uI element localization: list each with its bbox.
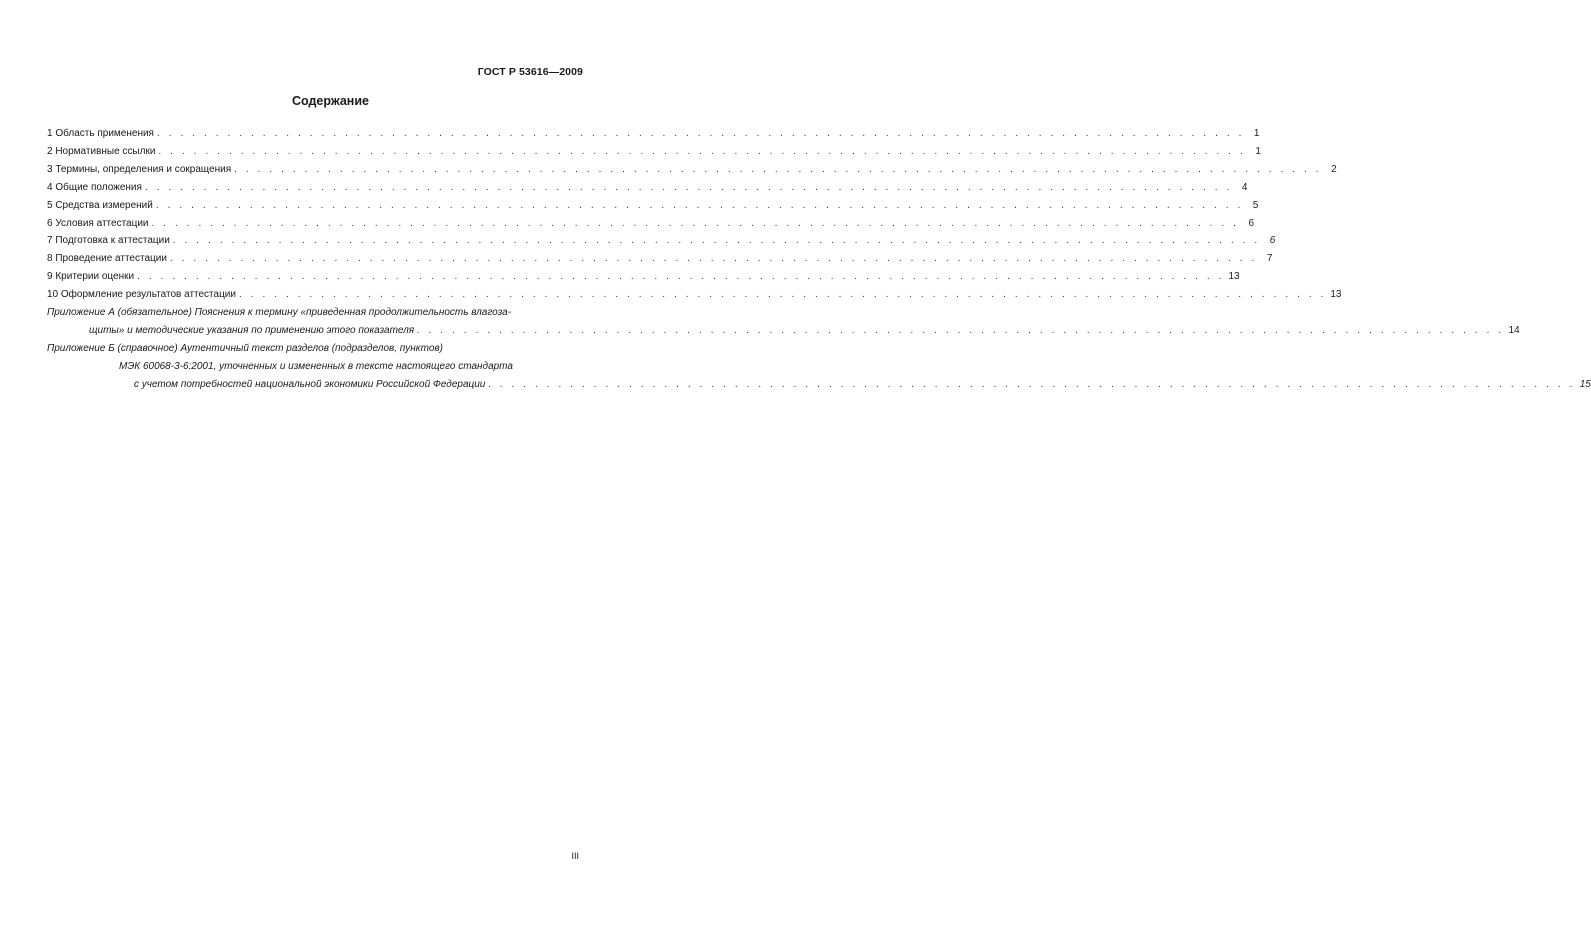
toc-entry-label: Приложение А (обязательное) Пояснения к термину «приведенная продолжительность влагоза- (47, 307, 512, 319)
toc-entry-label-continued: щиты» и методические указания по применению этого показателя (89, 324, 415, 336)
toc-leader-dots: . . . . . . . . . . . . . . . . . . . . . . . . . . . . . . . . . . . . . . . . . . . . . . . . . . . . . . . . . . . . . . . . . . . . . . . . . . . . . . . . . . . . . . . . . . . . . (155, 199, 1244, 211)
document-code: ГОСТ Р 53616—2009 (477, 66, 583, 78)
toc-entry-page: 13 (1228, 271, 1240, 283)
page-number: III (571, 851, 579, 861)
toc-leader-dots: . . . . . . . . . . . . . . . . . . . . . . . . . . . . . . . . . . . . . . . . . . . . . . . . . . . . . . . . . . . . . . . . . . . . . . . . . . . . . . . . . . . . . . . . . . . . . (169, 253, 1258, 265)
toc-entry-references[interactable] (47, 143, 1261, 161)
toc-entry-appendix-a[interactable] (47, 304, 1520, 340)
table-of-contents (47, 125, 1591, 394)
toc-leader-dots: . . . . . . . . . . . . . . . . . . . . . . . . . . . . . . . . . . . . . . . . . . . . . . . . . . . . . . . . . . . . . . . . . . . . . . . . . . . . . . . . . . . . . . . . . . . . . (151, 217, 1240, 229)
toc-entry-preparation[interactable] (47, 232, 1276, 250)
toc-entry-label: 3 Термины, определения и сокращения (47, 163, 232, 175)
toc-entry-page: 1 (1255, 145, 1261, 157)
toc-entry-page: 13 (1330, 289, 1342, 301)
toc-leader-dots: . . . . . . . . . . . . . . . . . . . . . . . . . . . . . . . . . . . . . . . . . . . . . . . . . . . . . . . . . . . . . . . . . . . . . . . . . . . . . . . . . . . . . . . . . . . . . (417, 324, 1505, 336)
toc-entry-page: 6 (1269, 235, 1276, 247)
toc-entry-page: 1 (1253, 128, 1260, 139)
toc-entry-page: 15 (1579, 378, 1591, 390)
toc-entry-terms[interactable] (47, 161, 1337, 179)
toc-entry-label: Приложение Б (справочное) Аутентичный текст разделов (подразделов, пунктов) (47, 342, 443, 354)
toc-title: Содержание (291, 94, 369, 108)
toc-leader-dots: . . . . . . . . . . . . . . . . . . . . . . . . . . . . . . . . . . . . . . . . . . . . . . . . . . . . . . . . . . . . . . . . . . . . . . . . . . . . . . . . . . . . . . . . . . . . . (234, 163, 1322, 175)
toc-leader-dots: . . . . . . . . . . . . . . . . . . . . . . . . . . . . . . . . . . . . . . . . . . . . . . . . . . . . . . . . . . . . . . . . . . . . . . . . . . . . . . . . . . . . . . . . . . . . . (137, 271, 1225, 283)
toc-entry-page: 5 (1252, 199, 1259, 211)
toc-entry-execution[interactable] (47, 250, 1273, 268)
toc-entry-page: 7 (1266, 253, 1273, 265)
toc-entry-label: 1 Область применения (47, 128, 154, 139)
toc-leader-dots: . . . . . . . . . . . . . . . . . . . . . . . . . . . . . . . . . . . . . . . . . . . . . . . . . . . . . . . . . . . . . . . . . . . . . . . . . . . . . . . . . . . . . . . . . . . . . (238, 289, 1327, 301)
toc-entry-label: 9 Критерии оценки (47, 271, 135, 283)
toc-entry-label: 10 Оформление результатов аттестации (47, 289, 236, 301)
toc-entry-page: 6 (1248, 217, 1255, 229)
toc-entry-page: 2 (1331, 163, 1337, 175)
toc-entry-scope[interactable] (47, 125, 1260, 143)
toc-entry-label: 4 Общие положения (47, 181, 142, 193)
toc-leader-dots: . . . . . . . . . . . . . . . . . . . . . . . . . . . . . . . . . . . . . . . . . . . . . . . . . . . . . . . . . . . . . . . . . . . . . . . . . . . . . . . . . . . . . . . . . . . . . (144, 181, 1233, 193)
toc-entry-appendix-b[interactable] (47, 340, 1591, 394)
toc-entry-label-continued: с учетом потребностей национальной экономики Российской Федерации (134, 378, 486, 390)
toc-entry-criteria[interactable] (47, 268, 1240, 286)
toc-entry-instruments[interactable] (47, 197, 1259, 215)
toc-entry-label: 2 Нормативные ссылки (47, 145, 156, 157)
toc-entry-page: 4 (1241, 181, 1248, 193)
toc-entry-results[interactable] (47, 286, 1342, 304)
toc-entry-label: 7 Подготовка к аттестации (47, 235, 170, 247)
toc-entry-label-continued: МЭК 60068-3-6:2001, уточненных и измененных в тексте настоящего стандарта (119, 360, 513, 372)
toc-entry-label: 5 Средства измерений (47, 199, 153, 211)
toc-entry-page: 14 (1508, 324, 1520, 336)
toc-entry-general[interactable] (47, 179, 1248, 197)
toc-entry-label: 6 Условия аттестации (47, 217, 149, 229)
toc-entry-label: 8 Проведение аттестации (47, 253, 167, 265)
toc-leader-dots: . . . . . . . . . . . . . . . . . . . . . . . . . . . . . . . . . . . . . . . . . . . . . . . . . . . . . . . . . . . . . . . . . . . . . . . . . . . . . . . . . . . . . . . . . . . . . (158, 145, 1246, 157)
toc-entry-conditions[interactable] (47, 215, 1255, 233)
toc-leader-dots: . . . . . . . . . . . . . . . . . . . . . . . . . . . . . . . . . . . . . . . . . . . . . . . . . . . . . . . . . . . . . . . . . . . . . . . . . . . . . . . . . . . . . . . . . . . . . (172, 235, 1261, 247)
toc-leader-dots: . . . . . . . . . . . . . . . . . . . . . . . . . . . . . . . . . . . . . . . . . . . . . . . . . . . . . . . . . . . . . . . . . . . . . . . . . . . . . . . . . . . . . . . . . . . . . (156, 128, 1245, 139)
toc-leader-dots: . . . . . . . . . . . . . . . . . . . . . . . . . . . . . . . . . . . . . . . . . . . . . . . . . . . . . . . . . . . . . . . . . . . . . . . . . . . . . . . . . . . . . . . . . . . . . (488, 378, 1576, 390)
